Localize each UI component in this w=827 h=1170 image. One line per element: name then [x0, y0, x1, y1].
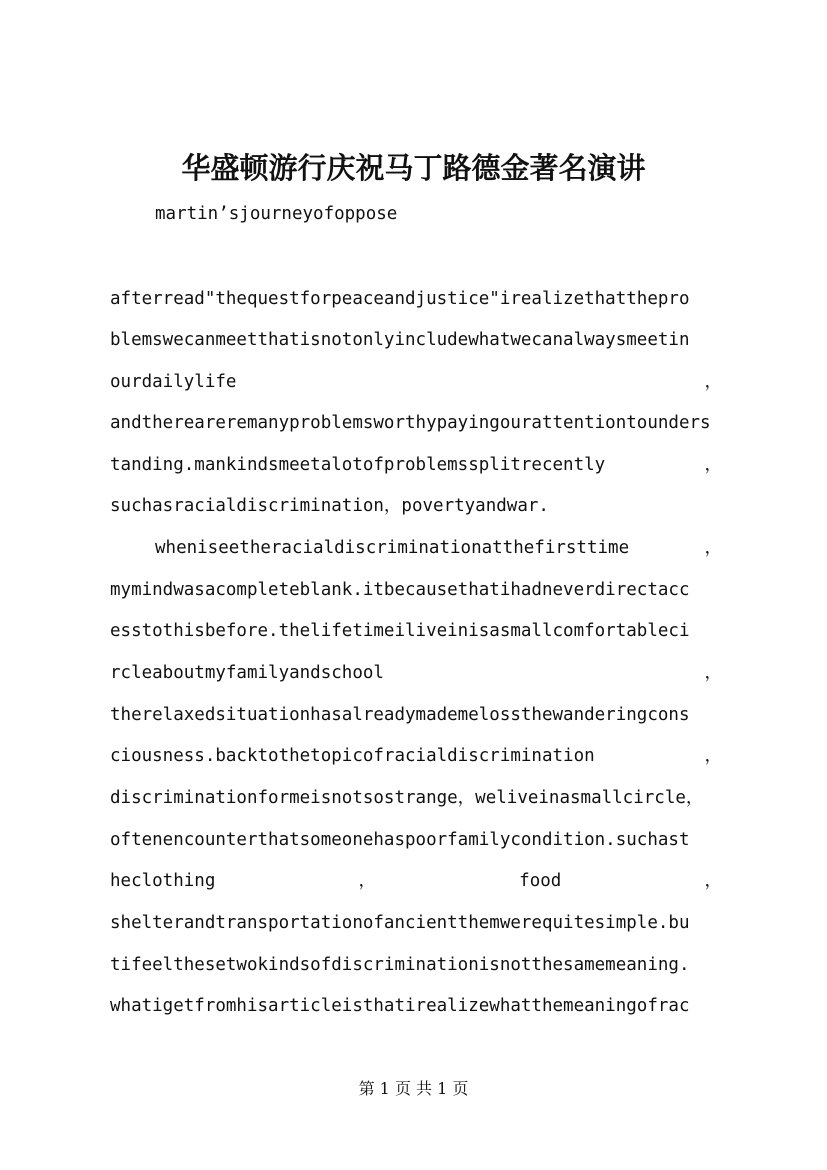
body-line-16: shelterandtransportationofancientthemwerequitesimple.bu — [110, 913, 690, 933]
body-line-10-comma: ， — [704, 663, 722, 683]
body-line-12-text: ciousness.backtothetopicofracialdiscrimination — [110, 746, 595, 766]
body-line-15-food: food — [519, 871, 562, 891]
body-line-17: tifeelthesetwokindsofdiscriminationisnotthesamemeaning. — [110, 955, 690, 975]
body-line-9: esstothisbefore.thelifetimeiliveinisasmallcomfortableci — [110, 621, 690, 641]
body-line-5-text: tanding.mankindsmeetalotofproblemssplitrecently — [110, 455, 606, 475]
body-line-5 — [110, 453, 722, 477]
body-line-3-comma: ， — [704, 372, 722, 392]
body-line-8: mymindwasacompleteblank.itbecausethatihadneverdirectacc — [110, 580, 690, 600]
body-line-1: afterread"thequestforpeaceandjustice"irealizethatthepro — [110, 289, 690, 309]
body-line-15-comma-2: ， — [704, 871, 722, 891]
body-line-2: blemswecanmeetthatisnotonlyincludewhatwecanalwaysmeetin — [110, 330, 690, 350]
body-line-10-text: rcleaboutmyfamilyandschool — [110, 663, 384, 683]
body-line-10 — [110, 661, 722, 685]
body-line-7-text: wheniseetheracialdiscriminationatthefirsttime — [155, 538, 630, 558]
body-line-12 — [110, 744, 722, 768]
body-line-3-text: ourdailylife — [110, 372, 237, 392]
body-line-14: oftenencounterthatsomeonehaspoorfamilycondition.suchast — [110, 830, 690, 850]
body-line-12-comma: ， — [704, 746, 722, 766]
body-line-5-comma: ， — [704, 455, 722, 475]
body-line-4: andthereareremanyproblemsworthypayingourattentiontounders — [110, 413, 711, 433]
body-line-13: discriminationformeisnotsostrange，weliveinasmallcircle， — [110, 788, 704, 808]
body-line-7 — [155, 536, 722, 560]
subtitle-line: martin’sjourneyofoppose — [155, 204, 398, 224]
body-line-6: suchasracialdiscrimination，povertyandwar. — [110, 496, 549, 516]
body-line-3 — [110, 370, 722, 394]
body-line-11: therelaxedsituationhasalreadymademelossthewanderingcons — [110, 705, 690, 725]
body-line-15-text: heclothing — [110, 871, 216, 891]
body-line-15 — [110, 869, 722, 893]
page-number-footer: 第 1 页 共 1 页 — [358, 1079, 469, 1098]
page-title: 华盛顿游行庆祝马丁路德金著名演讲 — [181, 151, 646, 185]
body-line-15-comma-1: ， — [358, 871, 377, 891]
body-line-18: whatigetfromhisarticleisthatirealizewhatthemeaningofrac — [110, 996, 690, 1016]
body-line-7-comma: ， — [704, 538, 722, 558]
